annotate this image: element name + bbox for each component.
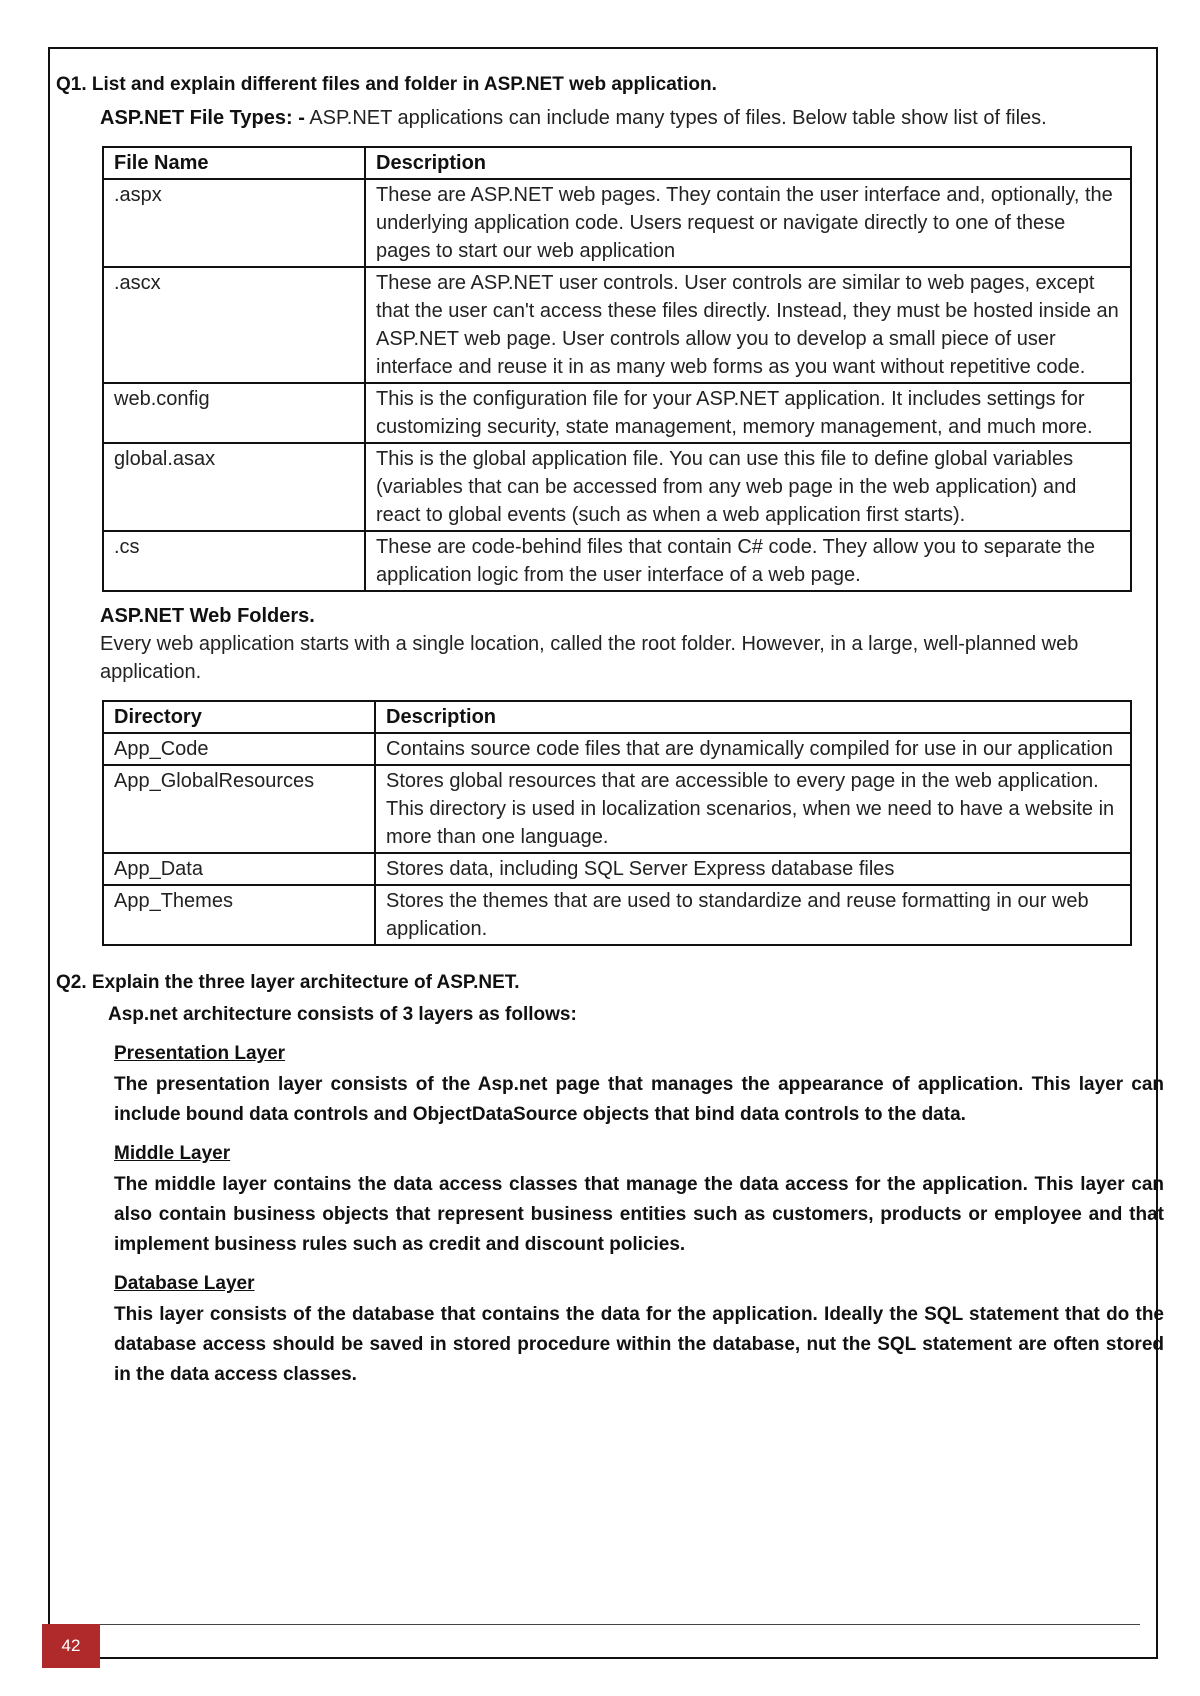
description-cell: This is the global application file. You can use this file to define global variables (variables that can be accessed from any web page in the web application) and react to global events (such as when a web application first starts). [365, 443, 1131, 531]
column-header: File Name [103, 147, 365, 179]
description-cell: Stores data, including SQL Server Express database files [375, 853, 1131, 885]
description-cell: These are ASP.NET user controls. User controls are similar to web pages, except that the user can't access these files directly. Instead, they must be hosted inside an ASP.NET web page. User controls allow you to develop a small piece of user interface and reuse it in as many web forms as you want without repetitive code. [365, 267, 1131, 383]
web-folders-table [102, 700, 1132, 946]
description-cell: This is the configuration file for your ASP.NET application. It includes settings for customizing security, state management, memory management, and much more. [365, 383, 1131, 443]
database-layer-title: Database Layer [114, 1273, 255, 1294]
web-folders-heading: ASP.NET Web Folders. [100, 605, 315, 627]
description-cell: Stores the themes that are used to standardize and reuse formatting in our web application. [375, 885, 1131, 945]
file-types-table [102, 146, 1132, 592]
middle-layer-title: Middle Layer [114, 1143, 231, 1164]
table-row [103, 443, 1131, 531]
directory-cell: App_Themes [103, 885, 375, 945]
file-name-cell: .cs [103, 531, 365, 591]
table-row [103, 853, 1131, 885]
description-cell: Contains source code files that are dynamically compiled for use in our application [375, 733, 1131, 765]
file-types-intro [100, 104, 1136, 132]
directory-cell: App_GlobalResources [103, 765, 375, 853]
table-row [103, 733, 1131, 765]
table-header-row [103, 147, 1131, 179]
question-1-answer [100, 104, 1136, 946]
footer-divider [96, 1624, 1140, 1625]
column-header: Description [375, 701, 1131, 733]
description-cell: These are ASP.NET web pages. They contain the user interface and, optionally, the underlying application code. Users request or navigate directly to one of these pages to start our web application [365, 179, 1131, 267]
table-row [103, 885, 1131, 945]
question-2-heading: Q2. Explain the three layer architecture of ASP.NET. [56, 972, 520, 993]
table-row [103, 383, 1131, 443]
description-cell: Stores global resources that are accessible to every page in the web application. This directory is used in localization scenarios, when we need to have a website in more than one language. [375, 765, 1131, 853]
column-header: Directory [103, 701, 375, 733]
question-2-answer [108, 1004, 1178, 1390]
document-body [56, 64, 1164, 1400]
table-row [103, 531, 1131, 591]
description-cell: These are code-behind files that contain C# code. They allow you to separate the application logic from the user interface of a web page. [365, 531, 1131, 591]
file-types-label: ASP.NET File Types: - [100, 107, 305, 129]
file-name-cell: .aspx [103, 179, 365, 267]
table-row [103, 765, 1131, 853]
presentation-layer-title: Presentation Layer [114, 1043, 286, 1064]
middle-layer-text: The middle layer contains the data access classes that manage the data access for the application. This layer can also contain business objects that represent business entities such as customers, products or employee and that implement business rules such as credit and discount policies. [114, 1174, 1164, 1255]
question-1-heading: Q1. List and explain different files and folder in ASP.NET web application. [56, 74, 717, 95]
file-types-intro-text: ASP.NET applications can include many types of files. Below table show list of files. [304, 107, 1047, 129]
web-folders-intro: Every web application starts with a single location, called the root folder. However, in a large, well-planned web application. [100, 633, 1079, 683]
page-number-badge: 42 [42, 1624, 100, 1668]
file-name-cell: global.asax [103, 443, 365, 531]
table-row [103, 179, 1131, 267]
table-header-row [103, 701, 1131, 733]
file-name-cell: .ascx [103, 267, 365, 383]
table-row [103, 267, 1131, 383]
presentation-layer-text: The presentation layer consists of the Asp.net page that manages the appearance of application. This layer can include bound data controls and ObjectDataSource objects that bind data controls to the data. [114, 1074, 1164, 1125]
database-layer-text: This layer consists of the database that contains the data for the application. Ideally the SQL statement that do the database access should be saved in stored procedure within the database, nut the SQL statement are often stored in the data access classes. [114, 1304, 1164, 1385]
directory-cell: App_Code [103, 733, 375, 765]
architecture-lead: Asp.net architecture consists of 3 layers as follows: [108, 1004, 577, 1025]
file-name-cell: web.config [103, 383, 365, 443]
directory-cell: App_Data [103, 853, 375, 885]
column-header: Description [365, 147, 1131, 179]
